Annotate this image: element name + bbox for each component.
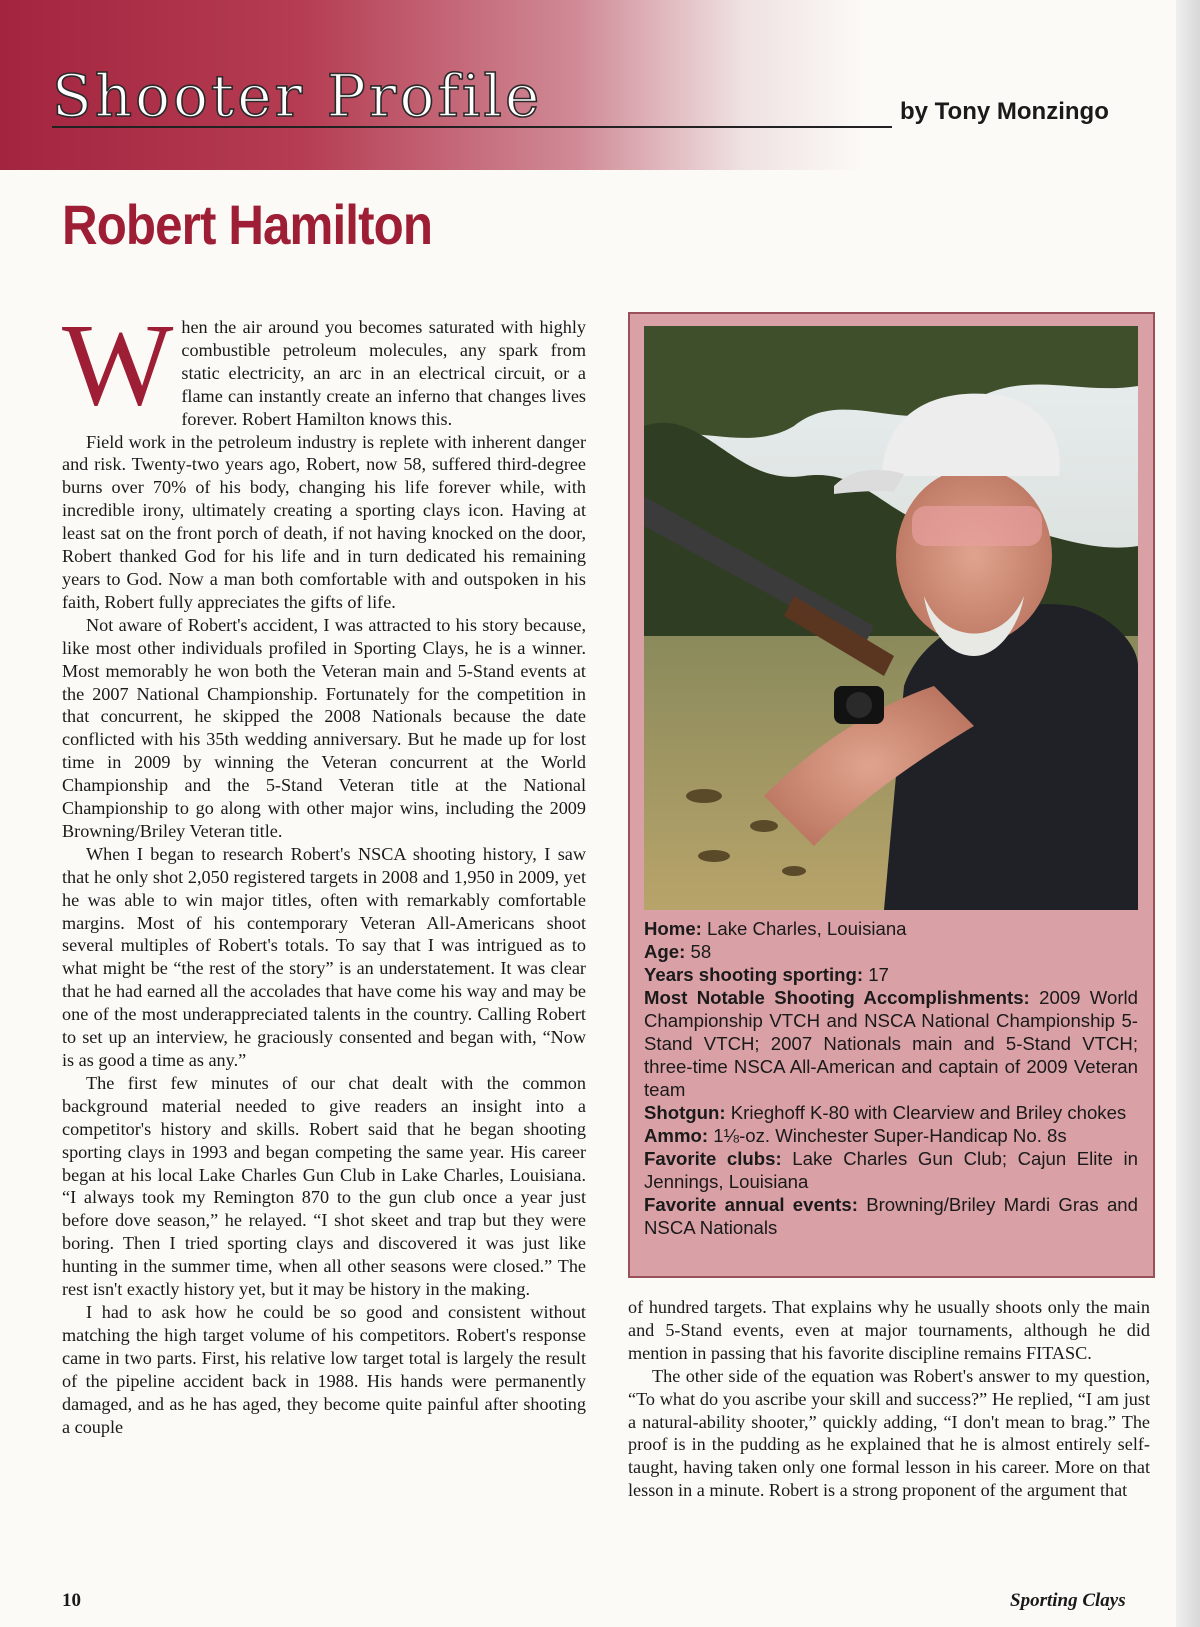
shooter-photo-illustration [644,326,1138,910]
fact-accomplishments: Most Notable Shooting Accomplishments: 2009 World Championship VTCH and NSCA National Championship 5-Stand VTCH; 2007 Nationals main and 5-Stand VTCH; three-time NSCA All-American and captain of 2009 Veteran team [644,987,1139,1100]
article-paragraph: I had to ask how he could be so good and consistent without matching the high target volume of his competitors. Robert's response came in two parts. First, his relative low target total is largely the result of the pipeline accident back in 1988. His hands were permanently damaged, and as he has aged, they become quite painful after shooting a couple [62,1301,586,1437]
article-paragraph: The other side of the equation was Robert's answer to my question, “To what do you ascribe your skill and success?” He replied, “I am just a natural-ability shooter,” quickly adding, “I don't mean to brag.” The proof is in the pudding as he explained that he is almost entirely self-taught, having taken only one formal lesson in his career. More on that lesson in a minute. Robert is a strong proponent of the argument that [628,1365,1150,1501]
fact-home: Home: Lake Charles, Louisiana [644,918,907,939]
fact-favorite-clubs: Favorite clubs: Lake Charles Gun Club; Cajun Elite in Jennings, Louisiana [644,1148,1138,1192]
profile-sidebar [628,312,1155,1278]
fact-favorite-events: Favorite annual events: Browning/Briley Mardi Gras and NSCA Nationals [644,1194,1138,1238]
article-paragraph: When the air around you becomes saturated with highly combustible petroleum molecules, any spark from static electricity, an arc in an electrical circuit, or a flame can instantly create an inferno that changes lives forever. Robert Hamilton knows this. [62,299,586,430]
fact-ammo: Ammo: 1⅛-oz. Winchester Super-Handicap No. 8s [644,1125,1067,1146]
article-paragraph: The first few minutes of our chat dealt with the common background material needed to give readers an insight into a competitor's history and skills. Robert said that he began shooting sporting clays in 1993 and began competing the same year. His career began at his local Lake Charles Gun Club in Lake Charles, Louisiana. “I always took my Remington 870 to the gun club once a year just before dove season,” he relayed. “I shot skeet and trap but they were boring. Then I tried sporting clays and discovered it was just like hunting in the summer time, when all other seasons were closed.” The rest isn't exactly history yet, but it may be history in the making. [62,1072,586,1300]
fact-shotgun: Shotgun: Krieghoff K-80 with Clearview and Briley chokes [644,1102,1127,1123]
article-paragraph: Field work in the petroleum industry is replete with inherent danger and risk. Twenty-two years ago, Robert, now 58, suffered third-degree burns over 70% of his body, changing his life forever while, with incredible irony, ultimately creating a sporting clays icon. Having at least sat on the front porch of death, if not having knocked on the door, Robert thanked God for his life and in turn dedicated his remaining years to God. Now a man both comfortable with and outspoken in his faith, Robert fully appreciates the gifts of life. [62,431,586,612]
article-paragraph: When I began to research Robert's NSCA shooting history, I saw that he only shot 2,050 registered targets in 2008 and 1,950 in 2009, yet he was able to win major titles, often with remarkably comfortable margins. Most of his contemporary Veteran All-Americans shoot several multiples of Robert's totals. To say that I was intrigued as to what might be “the rest of the story” is an understatement. It was clear that he had earned all the accolades that have come his way and may be one of the most underappreciated talents in the country. Calling Robert to set up an interview, he graciously consented and began with, “Now is as good a time as any.” [62,843,586,1070]
fact-age: Age: 58 [644,941,712,962]
page-spine [1176,0,1200,1627]
byline: by Tony Monzingo [900,98,1109,125]
profile-facts [644,917,1138,1239]
drop-cap: W [62,299,174,430]
title-rule [52,126,892,128]
article-paragraph: Not aware of Robert's accident, I was attracted to his story because, like most other individuals profiled in Sporting Clays, he is a winner. Most memorably he won both the Veteran main and 5-Stand events at the 2007 National Championship. Fortunately for the competition in that concurrent, he skipped the 2008 Nationals because the date conflicted with his 35th wedding anniversary. But he made up for lost time in 2009 by winning the Veteran concurrent at the World Championship and the 5-Stand Veteran title at the National Championship to go along with other major wins, including the 2009 Browning/Briley Veteran title. [62,614,586,841]
shooter-photo [644,326,1138,910]
page-number: 10 [62,1590,81,1611]
fact-years-shooting: Years shooting sporting: 17 [644,964,889,985]
article-title: Robert Hamilton [62,193,433,256]
article-column-right [628,1296,1150,1502]
section-title: Shooter Profile [52,62,543,130]
article-column-left [62,299,586,1438]
magazine-name: Sporting Clays [1010,1590,1126,1611]
article-paragraph: of hundred targets. That explains why he usually shoots only the main and 5-Stand events, even at major tournaments, although he did mention in passing that his favorite discipline remains FITASC. [628,1297,1150,1363]
